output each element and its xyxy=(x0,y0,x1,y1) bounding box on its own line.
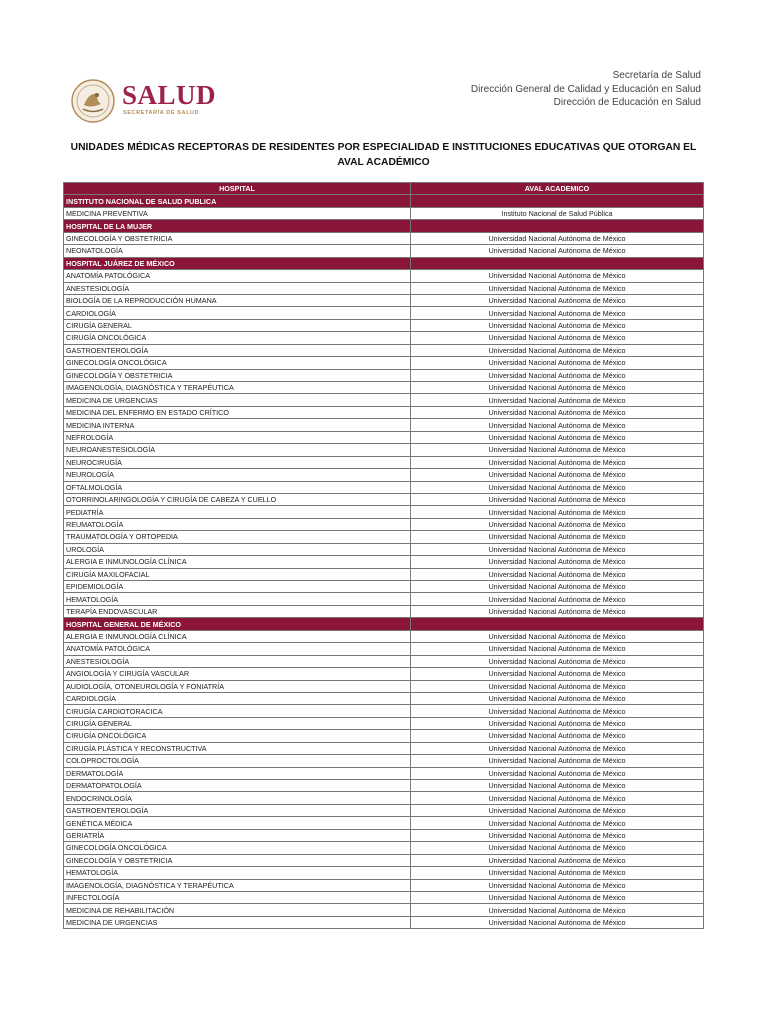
specialty-cell: DERMATOPATOLOGÍA xyxy=(64,780,411,792)
specialty-cell: DERMATOLOGÍA xyxy=(64,767,411,779)
table-row xyxy=(64,282,704,294)
aval-cell: Universidad Nacional Autónoma de México xyxy=(411,319,704,331)
page-title: UNIDADES MÉDICAS RECEPTORAS DE RESIDENTES POR ESPECIALIDAD E INSTITUCIONES EDUCATIVAS QUE OTORGAN EL AVAL ACADÉMICO xyxy=(70,142,697,168)
aval-cell: Universidad Nacional Autónoma de México xyxy=(411,543,704,555)
aval-cell: Universidad Nacional Autónoma de México xyxy=(411,904,704,916)
specialty-cell: AUDIOLOGÍA, OTONEUROLOGÍA Y FONIATRÍA xyxy=(64,680,411,692)
table-row xyxy=(64,406,704,418)
table-row xyxy=(64,531,704,543)
table-row xyxy=(64,842,704,854)
specialty-cell: ALERGIA E INMUNOLOGÍA CLÍNICA xyxy=(64,556,411,568)
table-row xyxy=(64,270,704,282)
specialty-cell: MEDICINA PREVENTIVA xyxy=(64,207,411,219)
aval-cell: Universidad Nacional Autónoma de México xyxy=(411,232,704,244)
specialty-cell: CIRUGÍA MAXILOFACIAL xyxy=(64,568,411,580)
coat-of-arms-icon xyxy=(70,78,116,124)
table-row xyxy=(64,207,704,219)
specialty-cell: CARDIOLOGÍA xyxy=(64,307,411,319)
aval-cell: Universidad Nacional Autónoma de México xyxy=(411,792,704,804)
aval-cell: Universidad Nacional Autónoma de México xyxy=(411,456,704,468)
aval-cell: Universidad Nacional Autónoma de México xyxy=(411,469,704,481)
table-row xyxy=(64,518,704,530)
table-row xyxy=(64,817,704,829)
aval-cell: Universidad Nacional Autónoma de México xyxy=(411,780,704,792)
salud-logo xyxy=(70,78,220,124)
aval-cell: Universidad Nacional Autónoma de México xyxy=(411,282,704,294)
specialty-cell: TRAUMATOLOGÍA Y ORTOPEDIA xyxy=(64,531,411,543)
specialty-cell: UROLOGÍA xyxy=(64,543,411,555)
specialty-cell: MEDICINA DE URGENCIAS xyxy=(64,394,411,406)
aval-cell: Universidad Nacional Autónoma de México xyxy=(411,294,704,306)
table-row xyxy=(64,680,704,692)
table-row xyxy=(64,605,704,617)
aval-cell: Universidad Nacional Autónoma de México xyxy=(411,344,704,356)
aval-cell: Universidad Nacional Autónoma de México xyxy=(411,692,704,704)
table-row xyxy=(64,804,704,816)
aval-cell: Universidad Nacional Autónoma de México xyxy=(411,245,704,257)
aval-cell: Universidad Nacional Autónoma de México xyxy=(411,680,704,692)
table-row xyxy=(64,357,704,369)
specialty-cell: ANATOMÍA PATOLÓGICA xyxy=(64,643,411,655)
table-row xyxy=(64,904,704,916)
aval-cell: Universidad Nacional Autónoma de México xyxy=(411,506,704,518)
specialty-cell: EPIDEMIOLOGÍA xyxy=(64,581,411,593)
table-row xyxy=(64,829,704,841)
specialty-cell: GINECOLOGÍA Y OBSTETRICIA xyxy=(64,854,411,866)
table-row xyxy=(64,332,704,344)
table-row xyxy=(64,717,704,729)
specialty-cell: MEDICINA DE URGENCIAS xyxy=(64,916,411,928)
column-header-aval: AVAL ACADEMICO xyxy=(411,183,704,195)
specialty-cell: INFECTOLOGÍA xyxy=(64,891,411,903)
table-row xyxy=(64,854,704,866)
section-header-blank xyxy=(411,195,704,207)
brand-subtitle: SECRETARÍA DE SALUD xyxy=(123,110,200,116)
specialty-cell: GASTROENTEROLOGÍA xyxy=(64,804,411,816)
specialty-cell: GINECOLOGÍA ONCOLÓGICA xyxy=(64,842,411,854)
aval-cell: Universidad Nacional Autónoma de México xyxy=(411,804,704,816)
table-row xyxy=(64,294,704,306)
table-row xyxy=(64,742,704,754)
specialty-cell: NEUROCIRUGÍA xyxy=(64,456,411,468)
brand-name: SALUD xyxy=(122,80,217,110)
specialty-cell: ANGIOLOGÍA Y CIRUGÍA VASCULAR xyxy=(64,668,411,680)
aval-cell: Universidad Nacional Autónoma de México xyxy=(411,270,704,282)
specialty-cell: MEDICINA DE REHABILITACIÓN xyxy=(64,904,411,916)
specialty-cell: CIRUGÍA ONCOLÓGICA xyxy=(64,332,411,344)
aval-cell: Universidad Nacional Autónoma de México xyxy=(411,817,704,829)
aval-cell: Universidad Nacional Autónoma de México xyxy=(411,668,704,680)
specialty-cell: HEMATOLOGÍA xyxy=(64,593,411,605)
aval-cell: Universidad Nacional Autónoma de México xyxy=(411,382,704,394)
section-header-blank xyxy=(411,220,704,232)
specialty-cell: NEUROANESTESIOLOGÍA xyxy=(64,444,411,456)
table-row xyxy=(64,444,704,456)
specialty-cell: ENDOCRINOLOGÍA xyxy=(64,792,411,804)
aval-cell: Universidad Nacional Autónoma de México xyxy=(411,705,704,717)
table-row xyxy=(64,469,704,481)
specialty-cell: GENÉTICA MÉDICA xyxy=(64,817,411,829)
table-row xyxy=(64,879,704,891)
aval-cell: Universidad Nacional Autónoma de México xyxy=(411,755,704,767)
specialty-cell: NEFROLOGÍA xyxy=(64,431,411,443)
hospital-name: INSTITUTO NACIONAL DE SALUD PUBLICA xyxy=(64,195,411,207)
table-row xyxy=(64,655,704,667)
aval-cell: Universidad Nacional Autónoma de México xyxy=(411,357,704,369)
table-row xyxy=(64,307,704,319)
table-row xyxy=(64,431,704,443)
specialty-cell: MEDICINA DEL ENFERMO EN ESTADO CRÍTICO xyxy=(64,406,411,418)
specialty-cell: ALERGIA E INMUNOLOGÍA CLÍNICA xyxy=(64,630,411,642)
aval-cell: Universidad Nacional Autónoma de México xyxy=(411,867,704,879)
specialty-cell: HEMATOLOGÍA xyxy=(64,867,411,879)
table-row xyxy=(64,245,704,257)
header-line-direccion-educacion: Dirección de Educación en Salud xyxy=(553,97,701,108)
specialty-cell: NEUROLOGÍA xyxy=(64,469,411,481)
table-row xyxy=(64,755,704,767)
aval-cell: Universidad Nacional Autónoma de México xyxy=(411,842,704,854)
specialty-cell: REUMATOLOGÍA xyxy=(64,518,411,530)
specialty-cell: MEDICINA INTERNA xyxy=(64,419,411,431)
aval-cell: Universidad Nacional Autónoma de México xyxy=(411,891,704,903)
table-row xyxy=(64,780,704,792)
specialty-cell: CIRUGÍA ONCOLÓGICA xyxy=(64,730,411,742)
aval-cell: Universidad Nacional Autónoma de México xyxy=(411,643,704,655)
aval-cell: Universidad Nacional Autónoma de México xyxy=(411,879,704,891)
table-row xyxy=(64,891,704,903)
table-row xyxy=(64,916,704,928)
institution-header xyxy=(471,69,701,110)
section-header-row xyxy=(64,195,704,207)
table-row xyxy=(64,630,704,642)
aval-cell: Universidad Nacional Autónoma de México xyxy=(411,854,704,866)
header-line-direccion-general: Dirección General de Calidad y Educación en Salud xyxy=(470,83,701,95)
aval-cell: Universidad Nacional Autónoma de México xyxy=(411,568,704,580)
table-row xyxy=(64,867,704,879)
aval-cell: Instituto Nacional de Salud Pública xyxy=(411,207,704,219)
aval-cell: Universidad Nacional Autónoma de México xyxy=(411,581,704,593)
hospital-name: HOSPITAL DE LA MUJER xyxy=(64,220,411,232)
specialty-cell: NEONATOLOGÍA xyxy=(64,245,411,257)
aval-cell: Universidad Nacional Autónoma de México xyxy=(411,531,704,543)
aval-cell: Universidad Nacional Autónoma de México xyxy=(411,493,704,505)
table-row xyxy=(64,643,704,655)
table-header-row xyxy=(64,183,704,195)
section-header-row xyxy=(64,220,704,232)
residency-table xyxy=(63,182,704,929)
table-row xyxy=(64,543,704,555)
specialty-cell: OFTALMOLOGÍA xyxy=(64,481,411,493)
aval-cell: Universidad Nacional Autónoma de México xyxy=(411,717,704,729)
specialty-cell: CIRUGÍA GENERAL xyxy=(64,717,411,729)
aval-cell: Universidad Nacional Autónoma de México xyxy=(411,394,704,406)
table-row xyxy=(64,382,704,394)
section-header-row xyxy=(64,618,704,630)
specialty-cell: GINECOLOGÍA Y OBSTETRICIA xyxy=(64,232,411,244)
specialty-cell: GERIATRÍA xyxy=(64,829,411,841)
table-row xyxy=(64,593,704,605)
aval-cell: Universidad Nacional Autónoma de México xyxy=(411,518,704,530)
table-row xyxy=(64,730,704,742)
table-row xyxy=(64,506,704,518)
aval-cell: Universidad Nacional Autónoma de México xyxy=(411,916,704,928)
aval-cell: Universidad Nacional Autónoma de México xyxy=(411,556,704,568)
table-row xyxy=(64,493,704,505)
table-row xyxy=(64,394,704,406)
table-row xyxy=(64,767,704,779)
aval-cell: Universidad Nacional Autónoma de México xyxy=(411,444,704,456)
table-row xyxy=(64,668,704,680)
specialty-cell: PEDIATRÍA xyxy=(64,506,411,518)
specialty-cell: BIOLOGÍA DE LA REPRODUCCIÓN HUMANA xyxy=(64,294,411,306)
table-row xyxy=(64,419,704,431)
table-row xyxy=(64,232,704,244)
specialty-cell: TERAPÍA ENDOVASCULAR xyxy=(64,605,411,617)
table-row xyxy=(64,568,704,580)
table-row xyxy=(64,456,704,468)
aval-cell: Universidad Nacional Autónoma de México xyxy=(411,767,704,779)
section-header-blank xyxy=(411,618,704,630)
section-header-blank xyxy=(411,257,704,269)
section-header-row xyxy=(64,257,704,269)
table-row xyxy=(64,556,704,568)
specialty-cell: GASTROENTEROLOGÍA xyxy=(64,344,411,356)
aval-cell: Universidad Nacional Autónoma de México xyxy=(411,605,704,617)
specialty-cell: IMAGENOLOGÍA, DIAGNÓSTICA Y TERAPÉUTICA xyxy=(64,382,411,394)
specialty-cell: GINECOLOGÍA Y OBSTETRICIA xyxy=(64,369,411,381)
aval-cell: Universidad Nacional Autónoma de México xyxy=(411,307,704,319)
specialty-cell: CIRUGÍA GENERAL xyxy=(64,319,411,331)
specialty-cell: GINECOLOGÍA ONCOLÓGICA xyxy=(64,357,411,369)
aval-cell: Universidad Nacional Autónoma de México xyxy=(411,481,704,493)
table-row xyxy=(64,369,704,381)
aval-cell: Universidad Nacional Autónoma de México xyxy=(411,829,704,841)
aval-cell: Universidad Nacional Autónoma de México xyxy=(411,742,704,754)
table-row xyxy=(64,581,704,593)
column-header-hospital: HOSPITAL xyxy=(64,183,411,195)
aval-cell: Universidad Nacional Autónoma de México xyxy=(411,369,704,381)
aval-cell: Universidad Nacional Autónoma de México xyxy=(411,406,704,418)
aval-cell: Universidad Nacional Autónoma de México xyxy=(411,593,704,605)
specialty-cell: CIRUGÍA CARDIOTORACICA xyxy=(64,705,411,717)
table-row xyxy=(64,705,704,717)
specialty-cell: OTORRINOLARINGOLOGÍA Y CIRUGÍA DE CABEZA Y CUELLO xyxy=(64,493,411,505)
table-row xyxy=(64,344,704,356)
specialty-cell: ANESTESIOLOGÍA xyxy=(64,282,411,294)
table-row xyxy=(64,792,704,804)
header-line-secretaria: Secretaría de Salud xyxy=(612,70,701,81)
hospital-name: HOSPITAL GENERAL DE MÉXICO xyxy=(64,618,411,630)
specialty-cell: CARDIOLOGÍA xyxy=(64,692,411,704)
aval-cell: Universidad Nacional Autónoma de México xyxy=(411,419,704,431)
table-row xyxy=(64,692,704,704)
aval-cell: Universidad Nacional Autónoma de México xyxy=(411,630,704,642)
specialty-cell: ANATOMÍA PATOLÓGICA xyxy=(64,270,411,282)
specialty-cell: ANESTESIOLOGÍA xyxy=(64,655,411,667)
table-row xyxy=(64,319,704,331)
specialty-cell: IMAGENOLOGÍA, DIAGNÓSTICA Y TERAPÉUTICA xyxy=(64,879,411,891)
aval-cell: Universidad Nacional Autónoma de México xyxy=(411,431,704,443)
hospital-name: HOSPITAL JUÁREZ DE MÉXICO xyxy=(64,257,411,269)
specialty-cell: COLOPROCTOLOGÍA xyxy=(64,755,411,767)
aval-cell: Universidad Nacional Autónoma de México xyxy=(411,655,704,667)
aval-cell: Universidad Nacional Autónoma de México xyxy=(411,332,704,344)
aval-cell: Universidad Nacional Autónoma de México xyxy=(411,730,704,742)
specialty-cell: CIRUGÍA PLÁSTICA Y RECONSTRUCTIVA xyxy=(64,742,411,754)
table-row xyxy=(64,481,704,493)
